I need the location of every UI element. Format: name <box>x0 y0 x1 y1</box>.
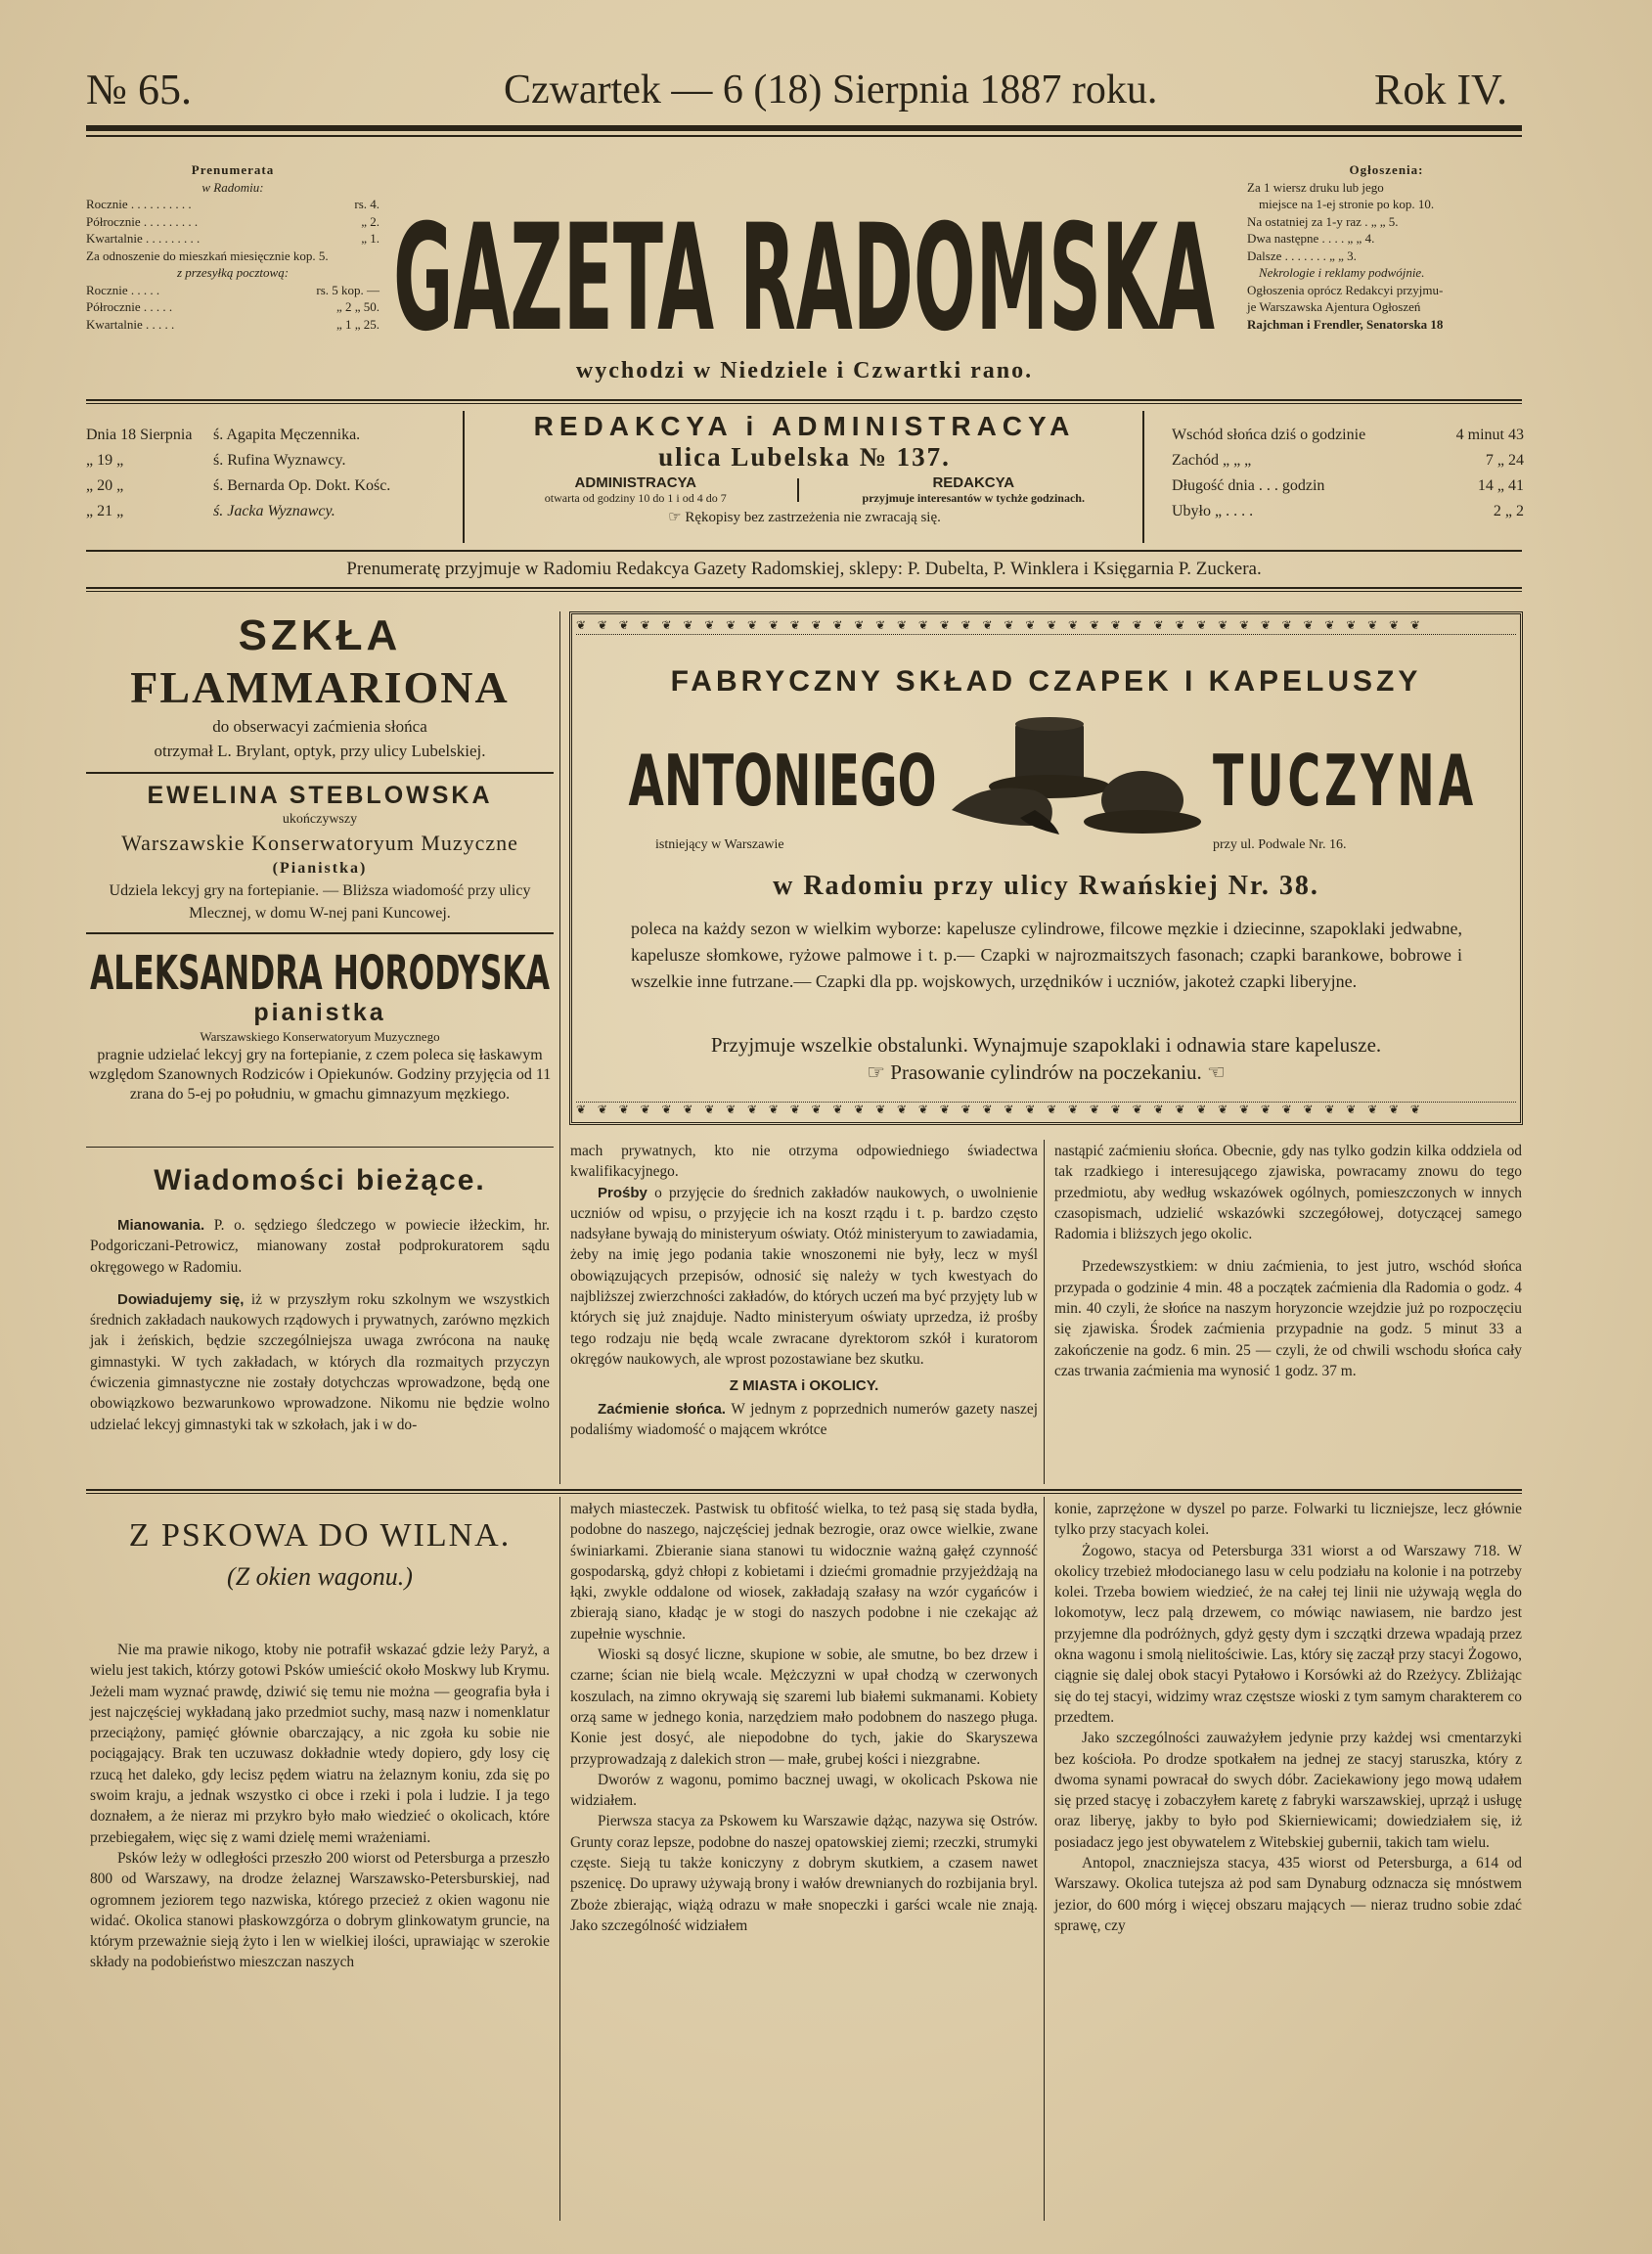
ads-line: Za 1 wiersz druku lub jego <box>1247 179 1384 195</box>
feuilleton-paragraph: Antopol, znaczniejsza stacya, 435 wiorst od Petersburga, a 614 od Warszawy. Okolica tutejsza aż pod sam Dynaburg odznacza się mnóstwem jezior, do 600 mórg i więcej obszaru mających — nieraz trudno sobie zdać sprawę, czy <box>1054 1855 1522 1934</box>
sub-row-label: Kwartalnie . . . . . <box>86 316 175 332</box>
issue-number: № 65. <box>86 66 192 113</box>
redakcya-hours: przyjmuje interesantów w tychże godzinach. <box>862 491 1085 505</box>
cal-saint: ś. Jacka Wyznawcy. <box>213 503 335 519</box>
rule <box>86 550 1522 552</box>
hat-ad-accept: Przyjmuje wszelkie obstalunki. Wynajmuje szapoklaki i odnawia stare kapelusze. <box>710 1033 1382 1057</box>
flammarion-line1: do obserwacyi zaćmienia słońca <box>212 717 427 736</box>
editorial-box <box>474 411 1135 526</box>
vrule <box>463 411 465 543</box>
feuilleton-paragraph: Jako szczególności zauważyłem jedynie przy każdej wsi cmentarzyki bez kościoła. Po drodze spotkałem na jednej ze stacyj staruszka, który z dwoma synami powracał do swych dóbr. Zaciekawiony jego mową udałem się przed stacyę i zobaczyłem karetę z fabryki warszawskiej, uprząż i usługę oraz liberyę, jakby to było pod Skierniewicami; dowiedziałem się, iż posiadacz jego jest obywatelem z Witebskiej gubernii, takich tam wielu. <box>1054 1730 1522 1851</box>
ornament-border-bottom: ❦ ❦ ❦ ❦ ❦ ❦ ❦ ❦ ❦ ❦ ❦ ❦ ❦ ❦ ❦ ❦ ❦ ❦ ❦ ❦ ❦ ❦ ❦ ❦ ❦ ❦ ❦ ❦ ❦ ❦ ❦ ❦ ❦ ❦ ❦ ❦ ❦ ❦ ❦ ❦ <box>576 1102 1516 1118</box>
cal-day: Dnia 18 Sierpnia <box>86 427 193 443</box>
admin-label: ADMINISTRACYA <box>574 474 696 491</box>
subscription-title: Prenumerata <box>191 162 275 177</box>
sub-row-label: Półrocznie . . . . . <box>86 299 173 314</box>
masthead-subtitle: wychodzi w Niedziele i Czwartki rano. <box>575 358 1034 383</box>
vrule <box>559 611 560 1140</box>
news-col-2 <box>570 1141 1038 1440</box>
news-lead: Zaćmienie słońca. <box>598 1400 726 1418</box>
news-paragraph: o przyjęcie do średnich zakładów naukowych, o uwolnienie uczniów od wpisu, o przyjęcie ich na koszt rządu i t. p. bardzo często nadsyłane bywają do ministeryum oświaty. Otóż ministeryum to zawiadamia, żeby na imię jego podania takie wnoszonemi nie były, lecz w myśl obowiązujących przepisów, odnosić się należy w tych kwestyach do najbliższej zwierzchności zakładów, do których uczeń ma być przyjęty lub w których się już znajduje. Nadto ministeryum oświaty uprzedza, iż prośby tego rodzaju nie będą wcale zwracane dyrektorom szkół i kuratorom okręgów naukowych, ale wprost pozostawiane bez skutku. <box>570 1184 1038 1368</box>
cal-saint: ś. Agapita Męczennika. <box>213 427 361 443</box>
header-rule-thin <box>86 135 1522 137</box>
news-lead: Dowiadujemy się, <box>117 1290 245 1308</box>
feuilleton-title: Z PSKOWA DO WILNA. <box>128 1517 512 1554</box>
masthead-title <box>386 164 1223 364</box>
steblowska-line3: (Pianistka) <box>272 860 368 877</box>
issue-date: Czwartek — 6 (18) Sierpnia 1887 roku. <box>504 68 1158 113</box>
ads-line: Dwa następne . . . . „ „ 4. <box>1247 231 1375 246</box>
steblowska-name: EWELINA STEBLOWSKA <box>147 782 493 809</box>
pointing-hand-icon: ☞ <box>867 1060 891 1084</box>
pointing-hand-icon: ☞ <box>668 510 686 525</box>
news-lead: Prośby <box>598 1184 647 1201</box>
ads-info-box <box>1247 161 1526 333</box>
news-subheading: Z MIASTA i OKOLICY. <box>729 1377 879 1395</box>
hat-ad-location: w Radomiu przy ulicy Rwańskiej Nr. 38. <box>773 871 1319 901</box>
rule <box>86 1489 1522 1491</box>
masthead-title-text: GAZETA RADOMSKA <box>393 194 1215 364</box>
horodyska-line2: Warszawskiego Konserwatoryum Muzycznego <box>200 1029 440 1044</box>
ads-line: je Warszawska Ajentura Ogłoszeń <box>1247 299 1421 314</box>
sun-value: 14 „ 41 <box>1477 477 1524 494</box>
vrule <box>559 1140 560 1484</box>
sub-row-label: Rocznie . . . . . <box>86 282 160 297</box>
ads-line: Rajchman i Frendler, Senatorska 18 <box>1247 316 1444 332</box>
subscription-box <box>86 161 380 333</box>
ads-line: Nekrologie i reklamy podwójnie. <box>1259 265 1425 280</box>
cal-day: „ 21 „ <box>86 503 124 519</box>
news-paragraph: W jednym z poprzednich numerów gazety naszej podaliśmy wiadomość o mającem wkrótce <box>570 1400 1038 1438</box>
sub-row-value: rs. 5 kop. — <box>316 282 380 297</box>
rule <box>86 1147 554 1148</box>
sub-row-label: Rocznie . . . . . . . . . . <box>86 197 192 211</box>
sub-row-value: „ 2 „ 50. <box>335 299 380 314</box>
steblowska-line1: ukończywszy <box>282 812 358 827</box>
feuilleton-paragraph: Psków leży w odległości przeszło 200 wiorst od Petersburga a przeszło 800 od Warszawy, na drodze żelaznej Warszawsko-Petersburskiej, nad ogromnem jeziorem tego nazwiska, którego przecież z okien wagonu nie widać. Okolica stanowi płaskowzgórza o dobrym glinkowatym gruncie, na którym przeważnie sieją żyto i len w wielkiej ilości, uprawiając w szerokie składy na podobieństwo mieszczan naszych <box>90 1849 550 1971</box>
editorial-title: REDAKCYA i ADMINISTRACYA <box>533 411 1076 441</box>
sun-label: Długość dnia . . . godzin <box>1172 477 1325 494</box>
news-col-1 <box>90 1164 550 1435</box>
sun-label: Ubyło „ . . . . <box>1172 503 1254 519</box>
rule <box>86 403 1522 404</box>
feuilleton-col-1 <box>90 1507 550 1973</box>
steblowska-line2: Warszawskie Konserwatoryum Muzyczne <box>121 831 518 855</box>
flammarion-title2: FLAMMARIONA <box>130 662 510 712</box>
sub-row-value: „ 1. <box>361 231 380 246</box>
header-rule <box>86 125 1522 131</box>
sun-value: 4 minut 43 <box>1455 427 1524 443</box>
sun-value: 7 „ 24 <box>1485 452 1524 469</box>
feuilleton-paragraph: Wioski są dosyć liczne, skupione w sobie, ale smutne, bo bez drzew i czarne; ścian nie bielą wcale. Mężczyzni w upał chodzą w czerwonych koszulach, na zimno okrywają się szaremi lub białemi sukmanami. Kobiety orzą same w jednego konia, narzędziem mało podobnem do naszego pługa. Konie jest dosyć, ale niepodobne do tych, jakie do Skaryszewa przyprowadzają z dalekich stron — małe, grubej kości i niezgrabne. <box>570 1646 1038 1768</box>
post-label: z przesyłką pocztową: <box>176 265 290 280</box>
rule <box>86 587 1522 589</box>
rule <box>86 399 1522 401</box>
subscription-city-label: w Radomiu: <box>201 179 264 195</box>
cal-day: „ 19 „ <box>86 452 124 469</box>
flammarion-line2: otrzymał L. Brylant, optyk, przy ulicy Lubelskiej. <box>154 742 486 760</box>
hat-ad-name-right: TUCZYNA <box>1213 740 1477 822</box>
hat-ad-name-right-svg <box>1208 732 1482 822</box>
hat-ad-name-left: ANTONIEGO <box>628 740 937 822</box>
cal-day: „ 20 „ <box>86 477 124 494</box>
admin-hours: otwarta od godziny 10 do 1 i od 4 do 7 <box>544 491 727 505</box>
news-col-3 <box>1054 1141 1522 1381</box>
issue-year: Rok IV. <box>1374 66 1508 113</box>
flammarion-title1: SZKŁA <box>238 611 402 659</box>
sub-row-value: „ 2. <box>361 213 380 229</box>
cal-saint: ś. Rufina Wyznawcy. <box>213 452 346 469</box>
ads-line: Na ostatniej za 1-y raz . „ „ 5. <box>1247 213 1399 229</box>
feuilleton-col-3 <box>1054 1499 1522 1936</box>
sun-box <box>1172 423 1524 524</box>
ads-line: Dalsze . . . . . . . „ „ 3. <box>1247 248 1357 263</box>
hat-ad-body: poleca na każdy sezon w wielkim wyborze: kapelusze cylindrowe, filcowe męzkie i dziecinne, szapoklaki jedwabne, kapelusze słomkowe, ryżowe palmowe i t. p.— Czapki w najrozmaitszych fasonach; czapki barankowe, bobrowe i wszelkie inne futrzane.— Czapki dla pp. wojskowych, urzędników i uczniów, jakoteż czapki liberyjne. <box>631 919 1462 991</box>
horodyska-name-svg <box>86 940 554 1001</box>
top-hat-icon <box>989 717 1110 798</box>
horodyska-line3: pragnie udzielać lekcyj gry na fortepianie, z czem poleca się łaskawym względom Szanownych Rodziców i Opiekunów. Godziny przyjęcia od 11 zrana do 5-ej po południu, w gmachu gimnazyum męzkiego. <box>88 1047 552 1103</box>
delivery-note: Za odnoszenie do mieszkań miesięcznie kop. 5. <box>86 248 329 263</box>
horodyska-line1: pianistka <box>253 999 386 1026</box>
cal-saint: ś. Bernarda Op. Dokt. Kośc. <box>213 477 391 494</box>
sun-label: Wschód słońca dziś o godzinie <box>1172 427 1366 443</box>
news-paragraph: P. o. sędziego śledczego w powiecie iłżeckim, hr. Podgoriczani-Petrowicz, mianowany został podprokuratorem sądu okręgowego w Radomiu. <box>90 1217 550 1276</box>
news-paragraph: Przedewszystkiem: w dniu zaćmienia, to jest jutro, wschód słońca przypada o godzinie 4 min. 48 a początek zaćmienia dla Radomia o godz. 4 min. 40 czyli, że słońce na naszym horyzoncie wzejdzie już po rozpoczęciu się zjawiska. Środek zaćmienia przypadnie na godz. 5 minut 33 a zakończenie na godz. 6 min. 25 — czyli, że od chwili wschodu słońca cały czas trwania zaćmienia ma wynosić 1 godz. 37 m. <box>1054 1258 1522 1379</box>
ornament-border-top: ❦ ❦ ❦ ❦ ❦ ❦ ❦ ❦ ❦ ❦ ❦ ❦ ❦ ❦ ❦ ❦ ❦ ❦ ❦ ❦ ❦ ❦ ❦ ❦ ❦ ❦ ❦ ❦ ❦ ❦ ❦ ❦ ❦ ❦ ❦ ❦ ❦ ❦ ❦ ❦ <box>576 618 1516 635</box>
hat-ad-title: FABRYCZNY SKŁAD CZAPEK I KAPELUSZY <box>670 665 1422 698</box>
sun-value: 2 „ 2 <box>1493 503 1524 519</box>
sub-row-value: „ 1 „ 25. <box>335 316 380 332</box>
feuilleton-paragraph: Żogowo, stacya od Petersburga 331 wiorst a od Warszawy 718. W okolicy trzebież młodocianego lasu w celu podziału na kolonie i na potrzeby kolei. Trzeba bowiem wiedzieć, że na całej tej linii nie używają węgla do lokomotyw, lecz palą drzewem, co mówiąc nawiasem, nie bardzo jest przyjemne dla podróżnych, gdyż gęsty dym i szczątki drzewa wpadają przez okna wagonu i smolą nielitościwie. Las, który się zaczął przy stacyi Żogowo, ciągnie się dalej obok stacyi Pytałowo i Korsówki aż do Rzeżycy. Zbliżając się do tej stacyi, widzimy wraz częstsze wioski z tym samym charakterem co przedtem. <box>1054 1542 1522 1726</box>
ads-info-title: Ogłoszenia: <box>1349 162 1424 177</box>
left-ads-column <box>86 611 554 1104</box>
vrule <box>1044 1497 1045 2221</box>
subscription-points: Prenumeratę przyjmuje w Radomiu Redakcya Gazety Radomskiej, sklepy: P. Dubelta, P. Winklera i Księgarnia P. Zuckera. <box>346 559 1262 579</box>
redakcya-label: REDAKCYA <box>932 474 1015 491</box>
hat-ad-address: przy ul. Podwale Nr. 16. <box>1213 837 1347 852</box>
vrule <box>559 1497 560 2221</box>
editorial-address: ulica Lubelska № 137. <box>658 442 951 472</box>
news-paragraph: mach prywatnych, kto nie otrzyma odpowiedniego świadectwa kwalifikacyjnego. <box>570 1143 1038 1181</box>
feuilleton-subtitle: (Z okien wagonu.) <box>227 1562 413 1591</box>
ads-line: Ogłoszenia oprócz Redakcyi przyjmu- <box>1247 282 1444 297</box>
bowler-hat-icon <box>1084 771 1201 834</box>
sub-row-label: Kwartalnie . . . . . . . . . <box>86 231 201 246</box>
feuilleton-paragraph: konie, zaprzężone w dyszel po parze. Folwarki tu liczniejsze, lecz głównie tylko przy stacyach kolei. <box>1054 1501 1522 1539</box>
horodyska-name: ALEKSANDRA HORODYSKA <box>90 946 550 1001</box>
feuilleton-paragraph: Nie ma prawie nikogo, ktoby nie potrafił wskazać gdzie leży Paryż, a wielu jest takich, którzy gotowi Psków umieścić około Moskwy lub Krymu. Jeżeli mam wyznać prawdę, dziwić się temu nie można — geografia była i jest najczęściej wykładaną jako przedmiot suchy, masą nazw i nomenklatur przeciążony, pamięć głównie obarczający, a nic zgoła ku sobie nie pociągający. Brak ten uczuwasz dokładnie wtedy dopiero, gdy losy cię rzucą het daleko, gdy lecisz pędem wiatru na żelaznym koniu, zda się po swoim kraju, a jednak wszystko ci obce i rzeki i pola i ludzie. I ja tego doznałem, a że nieraz mi przykro było mało wiedzieć o okolicach, które przebiegałem, więc się z wami dzielę memi wrażeniami. <box>90 1642 550 1846</box>
news-lead: Mianowania. <box>117 1217 205 1234</box>
hat-ad-existing: istniejący w Warszawie <box>655 837 784 852</box>
sub-row-value: rs. 4. <box>354 197 380 211</box>
hat-ad-press: Prasowanie cylindrów na poczekaniu. <box>890 1060 1202 1084</box>
feuilleton-col-2 <box>570 1499 1038 1936</box>
vrule <box>1142 411 1144 543</box>
feuilleton-paragraph: Pierwsza stacya za Pskowem ku Warszawie dążąc, nazywa się Ostrów. Grunty coraz lepsze, podobne do naszej opatowskiej ziemi; rzeczki, strumyki częste. Sieją tu także koniczyny z dobrym skutkiem, a czasem nawet pszenicę. Do uprawy używają brony i wałów drewnianych do rozbijania bryl. Zboże zbierając, wiążą odrazu w małe snopeczki i garści wcale nie znają. Jako szczególność widziałem <box>570 1813 1038 1934</box>
rule <box>86 591 1522 592</box>
vrule <box>1044 1140 1045 1484</box>
hat-ad-name-left-svg <box>626 732 939 822</box>
calendar-box <box>86 423 458 524</box>
rule <box>86 1493 1522 1494</box>
pointing-hand-icon: ☜ <box>1201 1060 1226 1084</box>
editorial-note: Rękopisy bez zastrzeżenia nie zwracają się. <box>685 510 941 525</box>
feuilleton-paragraph: małych miasteczek. Pastwisk tu obfitość wielka, to też pasą się stada bydła, podobne do naszego, najczęściej jednak bezrogie, oraz owce wielkie, zwane świniarkami. Zbieranie siana stanowi tu widocznie ważną gałęź czynność gospodarską, gdyż chłopi z kobietami i dziećmi gromadnie przyjeżdżają na łąki, zwykle oddalone od wiosek, zakładają szałasy na wzór cygańców i zbierają siano, kładąc je w stogi do naszych podobne i nie czekając aż zupełnie wyschnie. <box>570 1501 1038 1643</box>
sun-label: Zachód „ „ „ <box>1172 452 1252 469</box>
news-heading: Wiadomości bieżące. <box>154 1164 486 1196</box>
hats-illustration <box>942 712 1206 849</box>
ads-line: miejsce na 1-ej stronie po kop. 10. <box>1259 197 1435 211</box>
steblowska-line4: Udziela lekcyj gry na fortepianie. — Bliższa wiadomość przy ulicy Mlecznej, w domu W-nej pani Kuncowej. <box>109 882 531 922</box>
news-paragraph: iż w przyszłym roku szkolnym we wszystkich średnich zakładach naukowych rządowych i prywatnych, zarówno męzkich jak i żeńskich, będzie szczególniejsza uwaga zwrócona na naukę gimnastyki. W tych zakładach, w których dla rozmaitych przyczyn ćwiczenia gimnastyczne nie zostały dotychczas wprowadzone, będą one obowiązkowo bezwarunkowo wprowadzone. Nikomu nie będzie wolno udzielać lekcyj gimnastyki tak w szkołach, jak i w do- <box>90 1290 550 1433</box>
sub-row-label: Półrocznie . . . . . . . . . <box>86 213 199 229</box>
hat-ad <box>569 611 1523 1125</box>
cap-icon <box>952 789 1059 835</box>
feuilleton-paragraph: Dworów z wagonu, pomimo bacznej uwagi, w okolicach Pskowa nie widziałem. <box>570 1771 1038 1810</box>
news-paragraph: nastąpić zaćmieniu słońca. Obecnie, gdy nas tylko godzin kilka oddziela od tak rzadkiego i interesującego zjawiska, powracamy znowu do tego przedmiotu, aby według wskazówek ogólnych, pomieszczonych w innych czasopismach, udzielić wskazówki szczegółowej, dotyczącej samego Radomia i bliższych jego okolic. <box>1054 1143 1522 1243</box>
